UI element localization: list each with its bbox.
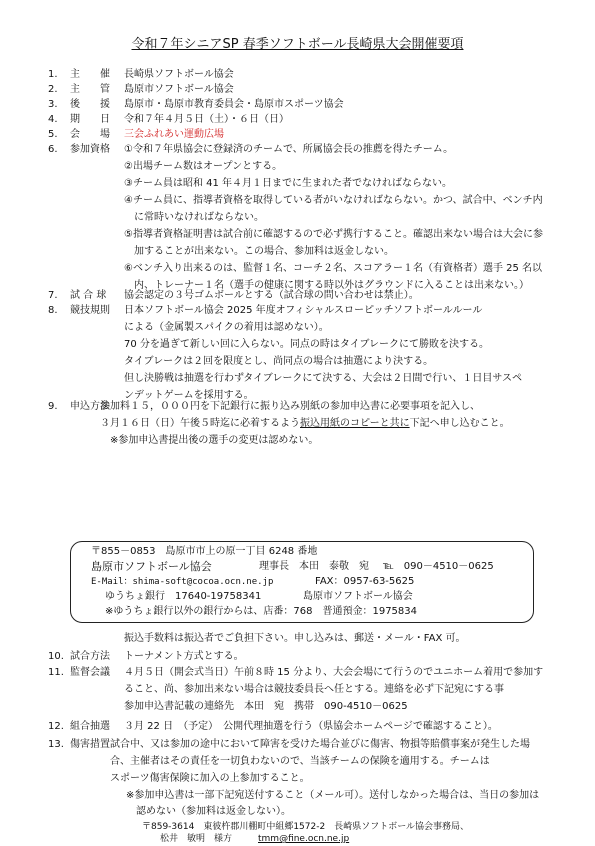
item-text: 島原市ソフトボール協会 bbox=[124, 84, 234, 95]
rules-line: 但し決勝戦は抽選を行わずタイブレークにて決する、大会は２日間で行い、１日目サスペ bbox=[124, 373, 522, 384]
eligibility-line: ⑤指導者資格証明書は試合前に確認するので必ず携行すること。確認出来ない場合は大会に参 bbox=[124, 229, 543, 240]
item-text: ３月 22 日 （予定） 公開代理抽選を行う（県協会ホームページで確認すること）。 bbox=[124, 721, 498, 732]
item-label: 後 援 bbox=[70, 99, 110, 110]
rules-line: による（金属製スパイクの着用は認めない）。 bbox=[124, 322, 329, 333]
item-number: 7. bbox=[48, 290, 58, 301]
rules-line: 70 分を過ぎて新しい回に入らない。同点の時はタイブレークにて勝敗を決する。 bbox=[124, 339, 490, 350]
rules-lines bbox=[124, 304, 573, 403]
item-label: 参加資格 bbox=[70, 144, 110, 155]
meeting-line: ４月５日（開会式当日）午前８時 15 分より、大会会場にて行うのでユニホーム着用で参加す bbox=[124, 667, 544, 678]
eligibility-line: ④チーム員に、指導者資格を取得している者がいなければならない。かつ、試合中、ベンチ内 bbox=[124, 195, 543, 206]
box-org: 島原市ソフトボール協会 bbox=[91, 560, 212, 573]
item-label: 試合方法 bbox=[70, 651, 110, 662]
box-tel: ℡ 090－4510－0625 bbox=[383, 561, 494, 572]
item-number: 12. bbox=[48, 721, 64, 732]
box-bank: ゆうちょ銀行 17640-19758341 bbox=[105, 591, 262, 602]
fee-note: 振込手数料は振込者でご負担下さい。申し込みは、郵送・メール・FAX 可。 bbox=[124, 633, 466, 644]
venue-text: 三会ふれあい運動広場 bbox=[124, 129, 224, 140]
item-label: 組合抽選 bbox=[70, 721, 110, 732]
item-text: 島原市・島原市教育委員会・島原市スポーツ協会 bbox=[124, 99, 344, 110]
box-address: 〒855－0853 島原市市上の原一丁目 6248 番地 bbox=[91, 546, 318, 557]
application-line: 参加料１５，０００円を下記銀行に振り込み別紙の参加申込書に必要事項を記入し、 bbox=[100, 401, 480, 412]
box-other-bank: ※ゆうちょ銀行以外の銀行からは、店番：768 普通預金：1975834 bbox=[105, 606, 418, 617]
item-number: 8. bbox=[48, 305, 58, 316]
item-text: 協会認定の３号ゴムボールとする（試合球の問い合わせは禁止）。 bbox=[124, 290, 419, 301]
item-number: 3. bbox=[48, 99, 58, 110]
item-label: 競技規則 bbox=[70, 305, 110, 316]
footer-address: 〒859-3614 東彼杵郡川棚町中組郷1572-2 長崎県ソフトボール協会事務局、 bbox=[142, 822, 470, 832]
injury-lines bbox=[110, 738, 573, 786]
rules-line: 日本ソフトボール協会 2025 年度オフィシャルスローピッチソフトボールルール bbox=[124, 305, 483, 316]
injury-line: スポーツ傷害保険に加入の上参加すること。 bbox=[110, 773, 310, 784]
box-account-name: 島原市ソフトボール協会 bbox=[303, 591, 413, 602]
footer-name: 松井 敏明 様方 bbox=[160, 834, 233, 844]
eligibility-line: 加することが出来ない。この場合、参加料は返金しない。 bbox=[124, 246, 394, 257]
eligibility-line: ①令和７年県協会に登録済のチームで、所属協会長の推薦を得たチーム。 bbox=[124, 144, 454, 155]
remittance-box bbox=[70, 541, 534, 623]
box-representative: 理事長 本田 泰敬 宛 bbox=[259, 561, 369, 572]
injury-line: 合、主催者はその責任を一切負わないので、当該チームの保険を適用する。チームは bbox=[110, 756, 490, 767]
item-number: 2. bbox=[48, 84, 58, 95]
rules-line: タイブレークは２回を限度とし、尚同点の場合は抽選により決する。 bbox=[124, 356, 434, 367]
eligibility-line: に常時いなければならない。 bbox=[124, 212, 264, 223]
item-number: 4. bbox=[48, 114, 58, 125]
meeting-line: ること、尚、参加出来ない場合は競技委員長へ任とする。連絡を必ず下記宛にする事 bbox=[124, 684, 504, 695]
item-label: 主 催 bbox=[70, 69, 110, 80]
eligibility-line: ⑥ベンチ入り出来るのは、監督１名、コーチ２名、スコアラー１名（有資格者）選手 25 名以 bbox=[124, 263, 543, 274]
rules-line: ンデットゲームを採用する。 bbox=[124, 390, 254, 401]
item-label: 傷害措置 bbox=[70, 739, 110, 750]
injury-line: 試合中、又は参加の途中において障害を受けた場合並びに傷害、物損等賠償事案が発生した場 bbox=[110, 739, 530, 750]
box-email: E-Mail：shima-soft@cocoa.ocn.ne.jp bbox=[91, 577, 274, 587]
item-text: 令和７年４月５日（土）・６日（日） bbox=[124, 114, 289, 125]
item-label: 会 場 bbox=[70, 129, 110, 140]
application-line: ※参加申込書提出後の選手の変更は認めない。 bbox=[100, 435, 319, 446]
item-number: 10. bbox=[48, 651, 64, 662]
eligibility-line: ③チーム員は昭和 41 年４月１日までに生まれた者でなければならない。 bbox=[124, 178, 453, 189]
application-deadline-text: ３月１６日（日）午後５時迄に必着するよう振込用紙のコピーと共に下記へ申し込むこと。 bbox=[100, 418, 510, 429]
note-line: ※参加申込書は一部下記宛送付すること（メール可）。送付しなかった場合は、当日の参加は bbox=[126, 790, 540, 801]
box-fax: FAX：0957-63-5625 bbox=[315, 576, 415, 587]
note-line: 認めない（参加料は返金しない）。 bbox=[126, 806, 291, 817]
item-number: 9. bbox=[48, 401, 58, 412]
document-title: 令和７年シニアSP 春季ソフトボール長崎県大会開催要項 bbox=[131, 37, 464, 52]
item-number: 1. bbox=[48, 69, 58, 80]
item-label: 期 日 bbox=[70, 114, 110, 125]
item-label: 監督会議 bbox=[70, 667, 110, 678]
item-text: 長崎県ソフトボール協会 bbox=[124, 69, 234, 80]
item-number: 11. bbox=[48, 667, 64, 678]
item-number: 6. bbox=[48, 144, 58, 155]
item-number: 13. bbox=[48, 739, 64, 750]
item-label: 試 合 球 bbox=[70, 290, 107, 301]
item-number: 5. bbox=[48, 129, 58, 140]
meeting-line: 参加申込書記載の連絡先 本田 宛 携帯 090-4510－0625 bbox=[124, 701, 408, 712]
application-deadline-line bbox=[100, 417, 573, 431]
footer-email[interactable]: tmm@fine.ocn.ne.jp bbox=[258, 834, 350, 844]
meeting-lines bbox=[124, 666, 573, 714]
eligibility-lines bbox=[124, 143, 573, 293]
item-label: 申込方法 bbox=[70, 401, 110, 412]
eligibility-line: 内、トレーナー１名（選手の健康に関する時以外はグラウンドに入ることは出来ない。） bbox=[124, 280, 529, 291]
eligibility-line: ②出場チーム数はオープンとする。 bbox=[124, 161, 283, 172]
item-text: トーナメント方式とする。 bbox=[124, 651, 244, 662]
application-underlined-phrase: 振込用紙のコピーと共に bbox=[300, 418, 410, 429]
application-lines bbox=[100, 400, 573, 448]
item-label: 主 管 bbox=[70, 84, 110, 95]
